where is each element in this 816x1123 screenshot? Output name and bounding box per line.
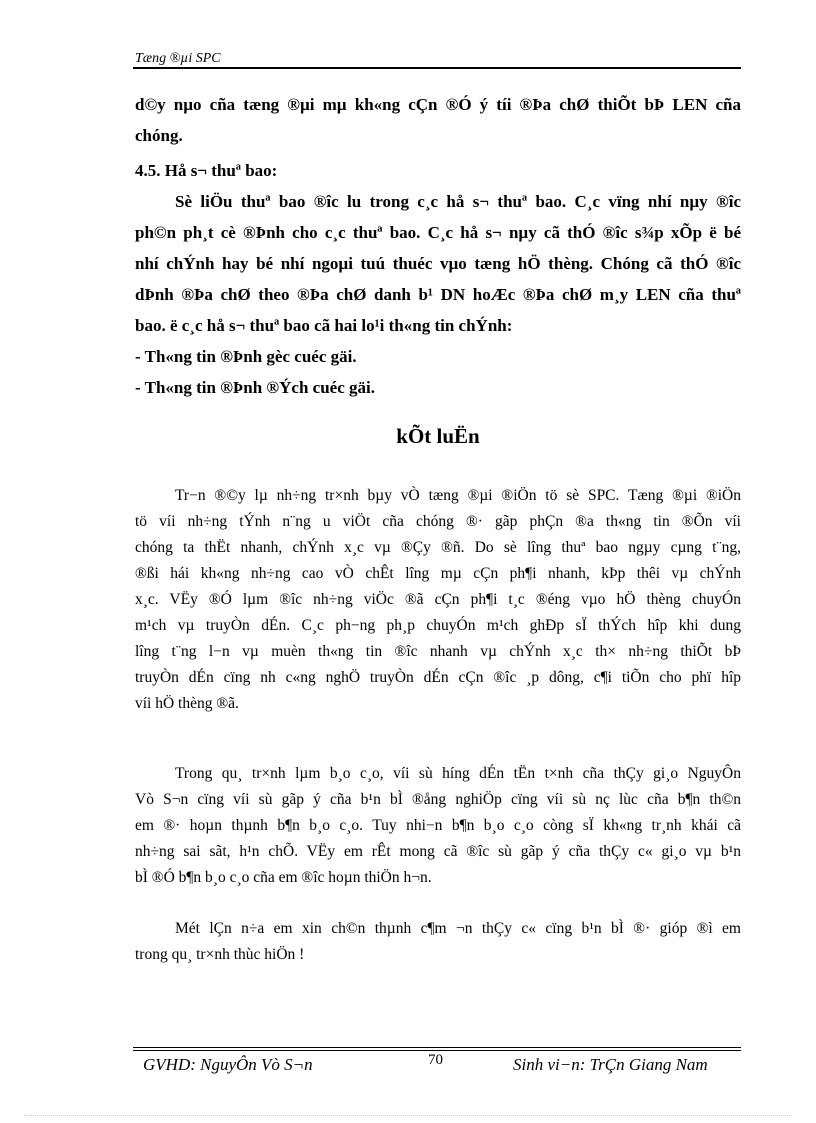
text-line: Trong qu¸ tr×nh lµm b¸o c¸o, víi sù híng dÉn tËn t×nh cña thÇy gi¸o NguyÔn (175, 765, 741, 782)
conclusion-title: kÕt luËn (396, 424, 480, 448)
text-line: Vò S¬n cïng víi sù gãp ý cña b¹n bÌ ®ång nghiÖp cïng víi sù nç lùc cña b¶n th©n (135, 791, 741, 808)
text-line: d©y nµo cña tæng ®µi mµ kh«ng cÇn ®Ó ý tíi ®Þa chØ thiÕt bÞ LEN cña (135, 95, 741, 114)
running-header: Tæng ®µi SPC (135, 51, 221, 66)
text-line: ph©n ph¸t cè ®Þnh cho c¸c thuª bao. C¸c hå s¬ nµy cã thÓ ®îc s¾p xÕp ë bé (135, 223, 741, 242)
page-edge-divider (24, 1115, 792, 1116)
text-line: chóng. (135, 126, 183, 145)
text-line: x¸c. VËy ®Ó lµm ®îc nh÷ng viÖc ®ã cÇn ph¶i t¸c ®éng vµo hÖ thèng chuyÓn (135, 591, 741, 608)
section-intro (135, 89, 741, 151)
text-line: nhí chÝnh hay bé nhí ngoµi tuú thuéc vµo tæng hÖ thèng. Chóng cã thÓ ®îc (135, 254, 741, 273)
footer-advisor: GVHD: NguyÔn Vò S¬n (143, 1055, 313, 1074)
page-number: 70 (428, 1052, 443, 1068)
footer-divider (133, 1047, 741, 1048)
text-line: em ®· hoµn thµnh b¶n b¸o c¸o. Tuy nhi−n b¶n b¸o c¸o còng sÏ kh«ng tr¸nh khái cã (135, 817, 741, 834)
text-line: tö víi nh÷ng tÝnh n¨ng u viÖt cña chóng ®· gãp phÇn ®a th«ng tin ®Õn víi (135, 513, 741, 530)
list-item: - Th«ng tin ®Þnh ®Ých cuéc gäi. (135, 378, 375, 397)
text-line: ®ßi hái kh«ng nh÷ng cao vÒ chÊt lîng mµ cÇn ph¶i nhanh, kÞp thêi vµ chÝnh (135, 565, 741, 582)
text-line: bao. ë c¸c hå s¬ thuª bao cã hai lo¹i th«ng tin chÝnh: (135, 316, 513, 335)
conclusion-paragraph-1 (135, 483, 741, 717)
text-line: bÌ ®Ó b¶n b¸o c¸o cña em ®îc hoµn thiÖn h¬n. (135, 869, 432, 886)
text-line: víi hÖ thèng ®ã. (135, 695, 239, 712)
text-line: dÞnh ®Þa chØ theo ®Þa chØ danh b¹ DN hoÆc ®Þa chØ m¸y LEN cña thuª (135, 285, 741, 304)
header-divider (133, 67, 741, 69)
text-line: chóng ta thËt nhanh, chÝnh x¸c vµ ®Çy ®ñ. Do sè lîng thuª bao ngµy cµng t¨ng, (135, 539, 741, 556)
text-line: Mét lÇn n÷a em xin ch©n thµnh c¶m ¬n thÇy c« cïng b¹n bÌ ®· gióp ®ì em (175, 920, 741, 937)
text-line: nh÷ng sai sãt, h¹n chÕ. VËy em rÊt mong cã ®îc sù gãp ý cña thÇy c« gi¸o vµ b¹n (135, 843, 741, 860)
text-line: truyÒn dÉn cïng nh c«ng nghÖ truyÒn dÉn cÇn ®îc ¸p dông, c¶i tiÕn cho phï hîp (135, 669, 741, 686)
text-line: Sè liÖu thuª bao ®îc lu trong c¸c hå s¬ thuª bao. C¸c vïng nhí nµy ®îc (175, 192, 741, 211)
text-line: m¹ch vµ truyÒn dÉn. C¸c ph−ng ph¸p chuyÓn m¹ch ghÐp sÏ thÝch hîp khi dung (135, 617, 741, 634)
text-line: trong qu¸ tr×nh thùc hiÖn ! (135, 946, 305, 963)
conclusion-paragraph-2 (135, 761, 741, 891)
text-line: Tr−n ®©y lµ nh÷ng tr×nh bµy vÒ tæng ®µi ®iÖn tö sè SPC. Tæng ®µi ®iÖn (175, 487, 741, 504)
text-line: lîng t¨ng l−n vµ muèn th«ng tin ®îc nhanh vµ chÝnh x¸c th× nh÷ng thiÕt bÞ (135, 643, 741, 660)
footer-student: Sinh vi−n: TrÇn Giang Nam (513, 1055, 708, 1074)
footer-divider-second (133, 1050, 741, 1051)
list-item: - Th«ng tin ®Þnh gèc cuéc gäi. (135, 347, 357, 366)
section-body (135, 186, 741, 403)
conclusion-paragraph-3 (135, 916, 741, 968)
section-heading: 4.5. Hå s¬ thuª bao: (135, 161, 278, 180)
